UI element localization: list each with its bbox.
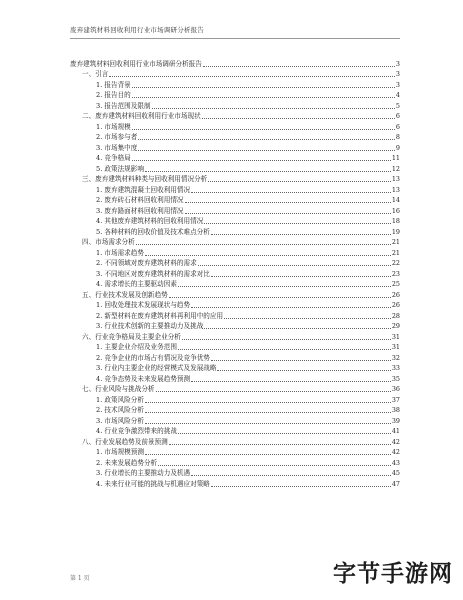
toc-entry[interactable] [70,205,400,216]
toc-entry-page: 39 [391,416,400,425]
toc-entry[interactable] [70,352,400,363]
toc-entry-title: 1. 回收处理技术发展现状与趋势 [96,301,191,309]
toc-entry-page: 9 [395,143,400,152]
toc-entry-title: 4. 竞争态势及未来发展趋势预测 [96,374,191,383]
toc-entry-title: 3. 市场风险分析 [96,416,144,425]
toc-entry-title: 2. 新型材料在废弃建筑材料再利用中的应用 [96,311,224,320]
toc-entry-title: 2. 不同领域对废弃建筑材料的需求 [96,259,197,267]
toc-leader-dots [158,465,391,466]
toc-entry-title: 五、行业技术发展及创新趋势 [82,290,168,299]
watermark-logo: 字节手游网 [333,561,453,587]
toc-entry-page: 16 [391,206,400,215]
toc-leader-dots [202,118,395,119]
toc-entry[interactable] [70,90,400,101]
toc-leader-dots [191,475,391,476]
toc-entry-page: 23 [391,269,400,278]
toc-leader-dots [191,307,391,308]
toc-entry-page: 19 [391,227,400,236]
toc-leader-dots [136,244,391,245]
toc-entry-page: 42 [391,437,400,446]
toc-entry[interactable] [70,174,400,185]
toc-entry[interactable] [70,384,400,395]
toc-entry-page: 14 [391,196,400,204]
toc-leader-dots [145,255,391,256]
toc-entry[interactable] [70,132,400,143]
toc-entry[interactable] [70,258,400,269]
toc-entry-page: 29 [391,322,400,330]
toc-leader-dots [208,181,391,182]
toc-entry-title: 4. 竞争格局 [96,154,131,162]
toc-entry[interactable] [70,478,400,489]
toc-leader-dots [132,129,395,130]
toc-entry[interactable] [70,111,400,122]
toc-entry[interactable] [70,457,400,468]
toc-entry-page: 37 [391,395,400,404]
toc-entry-title: 1. 报告背景 [96,80,131,89]
toc-entry[interactable] [70,226,400,237]
table-of-contents [70,58,400,489]
toc-entry-page: 6 [395,112,400,120]
toc-entry-page: 43 [391,458,400,467]
toc-entry-title: 废弃建筑材料回收利用行业市场调研分析报告 [70,59,202,68]
toc-entry-title: 2. 竞争企业的市场占有情况及竞争优势 [96,353,210,362]
toc-leader-dots [169,297,391,298]
toc-leader-dots [185,202,391,203]
toc-entry-title: 3. 废弃路面材料回收利用情况 [96,206,184,215]
toc-entry-page: 41 [391,427,400,435]
toc-leader-dots [211,486,391,487]
toc-entry[interactable] [70,216,400,227]
toc-entry[interactable] [70,184,400,195]
toc-entry-title: 4. 其他废弃建筑材料的回收利用情况 [96,217,204,225]
toc-leader-dots [145,423,391,424]
toc-entry-page: 35 [391,374,400,383]
toc-leader-dots [132,87,395,88]
toc-entry-title: 3. 报告范围及限制 [96,101,151,110]
toc-entry[interactable] [70,468,400,479]
toc-entry-page: 36 [391,385,400,393]
toc-entry-title: 5. 政策法规影响 [96,164,144,173]
toc-entry[interactable] [70,268,400,279]
toc-leader-dots [156,391,391,392]
toc-entry[interactable] [70,121,400,132]
toc-leader-dots [211,276,391,277]
toc-entry-title: 2. 市场参与者 [96,133,138,141]
toc-entry-page: 3 [395,70,400,78]
toc-entry-title: 2. 未来发展趋势分析 [96,458,158,467]
toc-entry-page: 22 [391,259,400,267]
toc-entry-title: 三、废弃建筑材料种类与回收利用情况分析 [82,175,208,183]
toc-entry-title: 4. 未来行业可能的挑战与机遇应对策略 [96,479,210,488]
toc-entry-title: 八、行业发展趋势及前景预测 [82,437,168,446]
toc-entry-title: 2. 报告目的 [96,91,131,99]
toc-entry[interactable] [70,426,400,437]
toc-entry[interactable] [70,436,400,447]
toc-entry-page: 5 [395,101,400,110]
toc-entry-title: 3. 行业增长的主要推动力及机遇 [96,469,191,477]
toc-entry[interactable] [70,163,400,174]
toc-entry-page: 31 [391,332,400,341]
toc-entry-page: 3 [395,59,400,68]
toc-entry-page: 12 [391,164,400,173]
toc-entry[interactable] [70,247,400,258]
toc-leader-dots [145,402,391,403]
toc-entry-title: 4. 行业竞争激烈带来的挑战 [96,427,177,435]
toc-leader-dots [169,444,391,445]
toc-entry-page: 45 [391,469,400,477]
toc-entry[interactable] [70,405,400,416]
toc-entry[interactable] [70,300,400,311]
toc-entry[interactable] [70,195,400,206]
toc-leader-dots [132,97,395,98]
toc-leader-dots [204,328,391,329]
toc-entry[interactable] [70,363,400,374]
toc-entry-page: 4 [395,91,400,99]
toc-entry-page: 21 [391,248,400,257]
toc-entry-page: 26 [391,301,400,309]
toc-entry-title: 二、废弃建筑材料回收利用行业市场现状 [82,112,201,120]
toc-leader-dots [138,139,395,140]
toc-entry-page: 11 [391,154,400,162]
toc-leader-dots [191,381,391,382]
toc-entry[interactable] [70,142,400,153]
toc-entry-page: 28 [391,311,400,320]
toc-entry-title: 一、引言 [82,70,109,78]
toc-entry[interactable] [70,58,400,69]
toc-leader-dots [178,349,391,350]
toc-entry-page: 25 [391,280,400,288]
toc-entry-title: 2. 废弃砖石材料回收利用情况 [96,196,184,204]
header-divider [70,38,400,39]
toc-entry-page: 3 [395,80,400,89]
toc-entry-title: 六、行业竞争格局及主要企业分析 [82,332,181,341]
toc-leader-dots [211,360,391,361]
toc-entry-page: 47 [391,479,400,488]
toc-entry[interactable] [70,100,400,111]
toc-leader-dots [211,234,391,235]
toc-entry-title: 3. 不同地区对废弃建筑材料的需求对比 [96,269,210,278]
toc-entry-title: 四、市场需求分析 [82,238,135,246]
toc-entry[interactable] [70,79,400,90]
toc-leader-dots [145,454,391,455]
toc-entry-title: 1. 市场规模 [96,122,131,131]
toc-entry-title: 3. 行业内主要企业的经营模式及发展战略 [96,364,217,372]
toc-entry-title: 1. 市场规模预测 [96,448,144,456]
toc-entry[interactable] [70,331,400,342]
toc-leader-dots [138,150,395,151]
toc-entry-page: 13 [391,175,400,183]
toc-entry-page: 8 [395,133,400,141]
toc-leader-dots [178,433,391,434]
toc-entry-title: 4. 需求增长的主要驱动因素 [96,280,177,288]
toc-leader-dots [204,223,391,224]
toc-leader-dots [185,213,391,214]
page-footer: 第 1 页 [70,575,90,582]
toc-entry[interactable] [70,279,400,290]
toc-leader-dots [152,108,395,109]
toc-leader-dots [145,171,391,172]
toc-entry-title: 5. 各种材料的回收价值及技术难点分析 [96,227,210,236]
toc-entry-page: 6 [395,122,400,131]
toc-leader-dots [203,66,395,67]
toc-entry-title: 1. 市场需求趋势 [96,248,144,257]
toc-entry[interactable] [70,447,400,458]
toc-entry-page: 33 [391,364,400,372]
toc-leader-dots [132,160,391,161]
toc-entry-title: 1. 主要企业介绍及业务范围 [96,343,177,351]
toc-entry[interactable] [70,415,400,426]
toc-entry[interactable] [70,153,400,164]
toc-leader-dots [191,192,391,193]
toc-entry-title: 3. 行业技术创新的主要推动力及挑战 [96,322,204,330]
toc-entry-page: 42 [391,448,400,456]
toc-entry-page: 31 [391,343,400,351]
toc-entry[interactable] [70,342,400,353]
toc-leader-dots [198,265,391,266]
toc-entry[interactable] [70,373,400,384]
toc-entry[interactable] [70,321,400,332]
toc-entry-page: 32 [391,353,400,362]
toc-leader-dots [217,370,390,371]
toc-leader-dots [224,318,391,319]
page-header: 废弃建筑材料回收利用行业市场调研分析报告 [70,26,204,34]
toc-entry-page: 38 [391,406,400,414]
toc-entry-page: 13 [391,185,400,194]
toc-entry-title: 3. 市场集中度 [96,143,138,152]
toc-leader-dots [109,76,395,77]
toc-entry[interactable] [70,394,400,405]
toc-entry-title: 2. 技术风险分析 [96,406,144,414]
toc-entry-title: 1. 政策风险分析 [96,395,144,404]
toc-entry[interactable] [70,310,400,321]
toc-leader-dots [178,286,391,287]
toc-leader-dots [182,339,391,340]
toc-entry[interactable] [70,289,400,300]
toc-entry[interactable] [70,237,400,248]
toc-entry-page: 21 [391,238,400,246]
toc-entry-page: 18 [391,217,400,225]
toc-entry-title: 1. 废弃建筑混凝土回收利用情况 [96,185,191,194]
toc-entry-page: 26 [391,290,400,299]
toc-entry-title: 七、行业风险与挑战分析 [82,385,155,393]
toc-leader-dots [145,412,391,413]
toc-entry[interactable] [70,69,400,80]
